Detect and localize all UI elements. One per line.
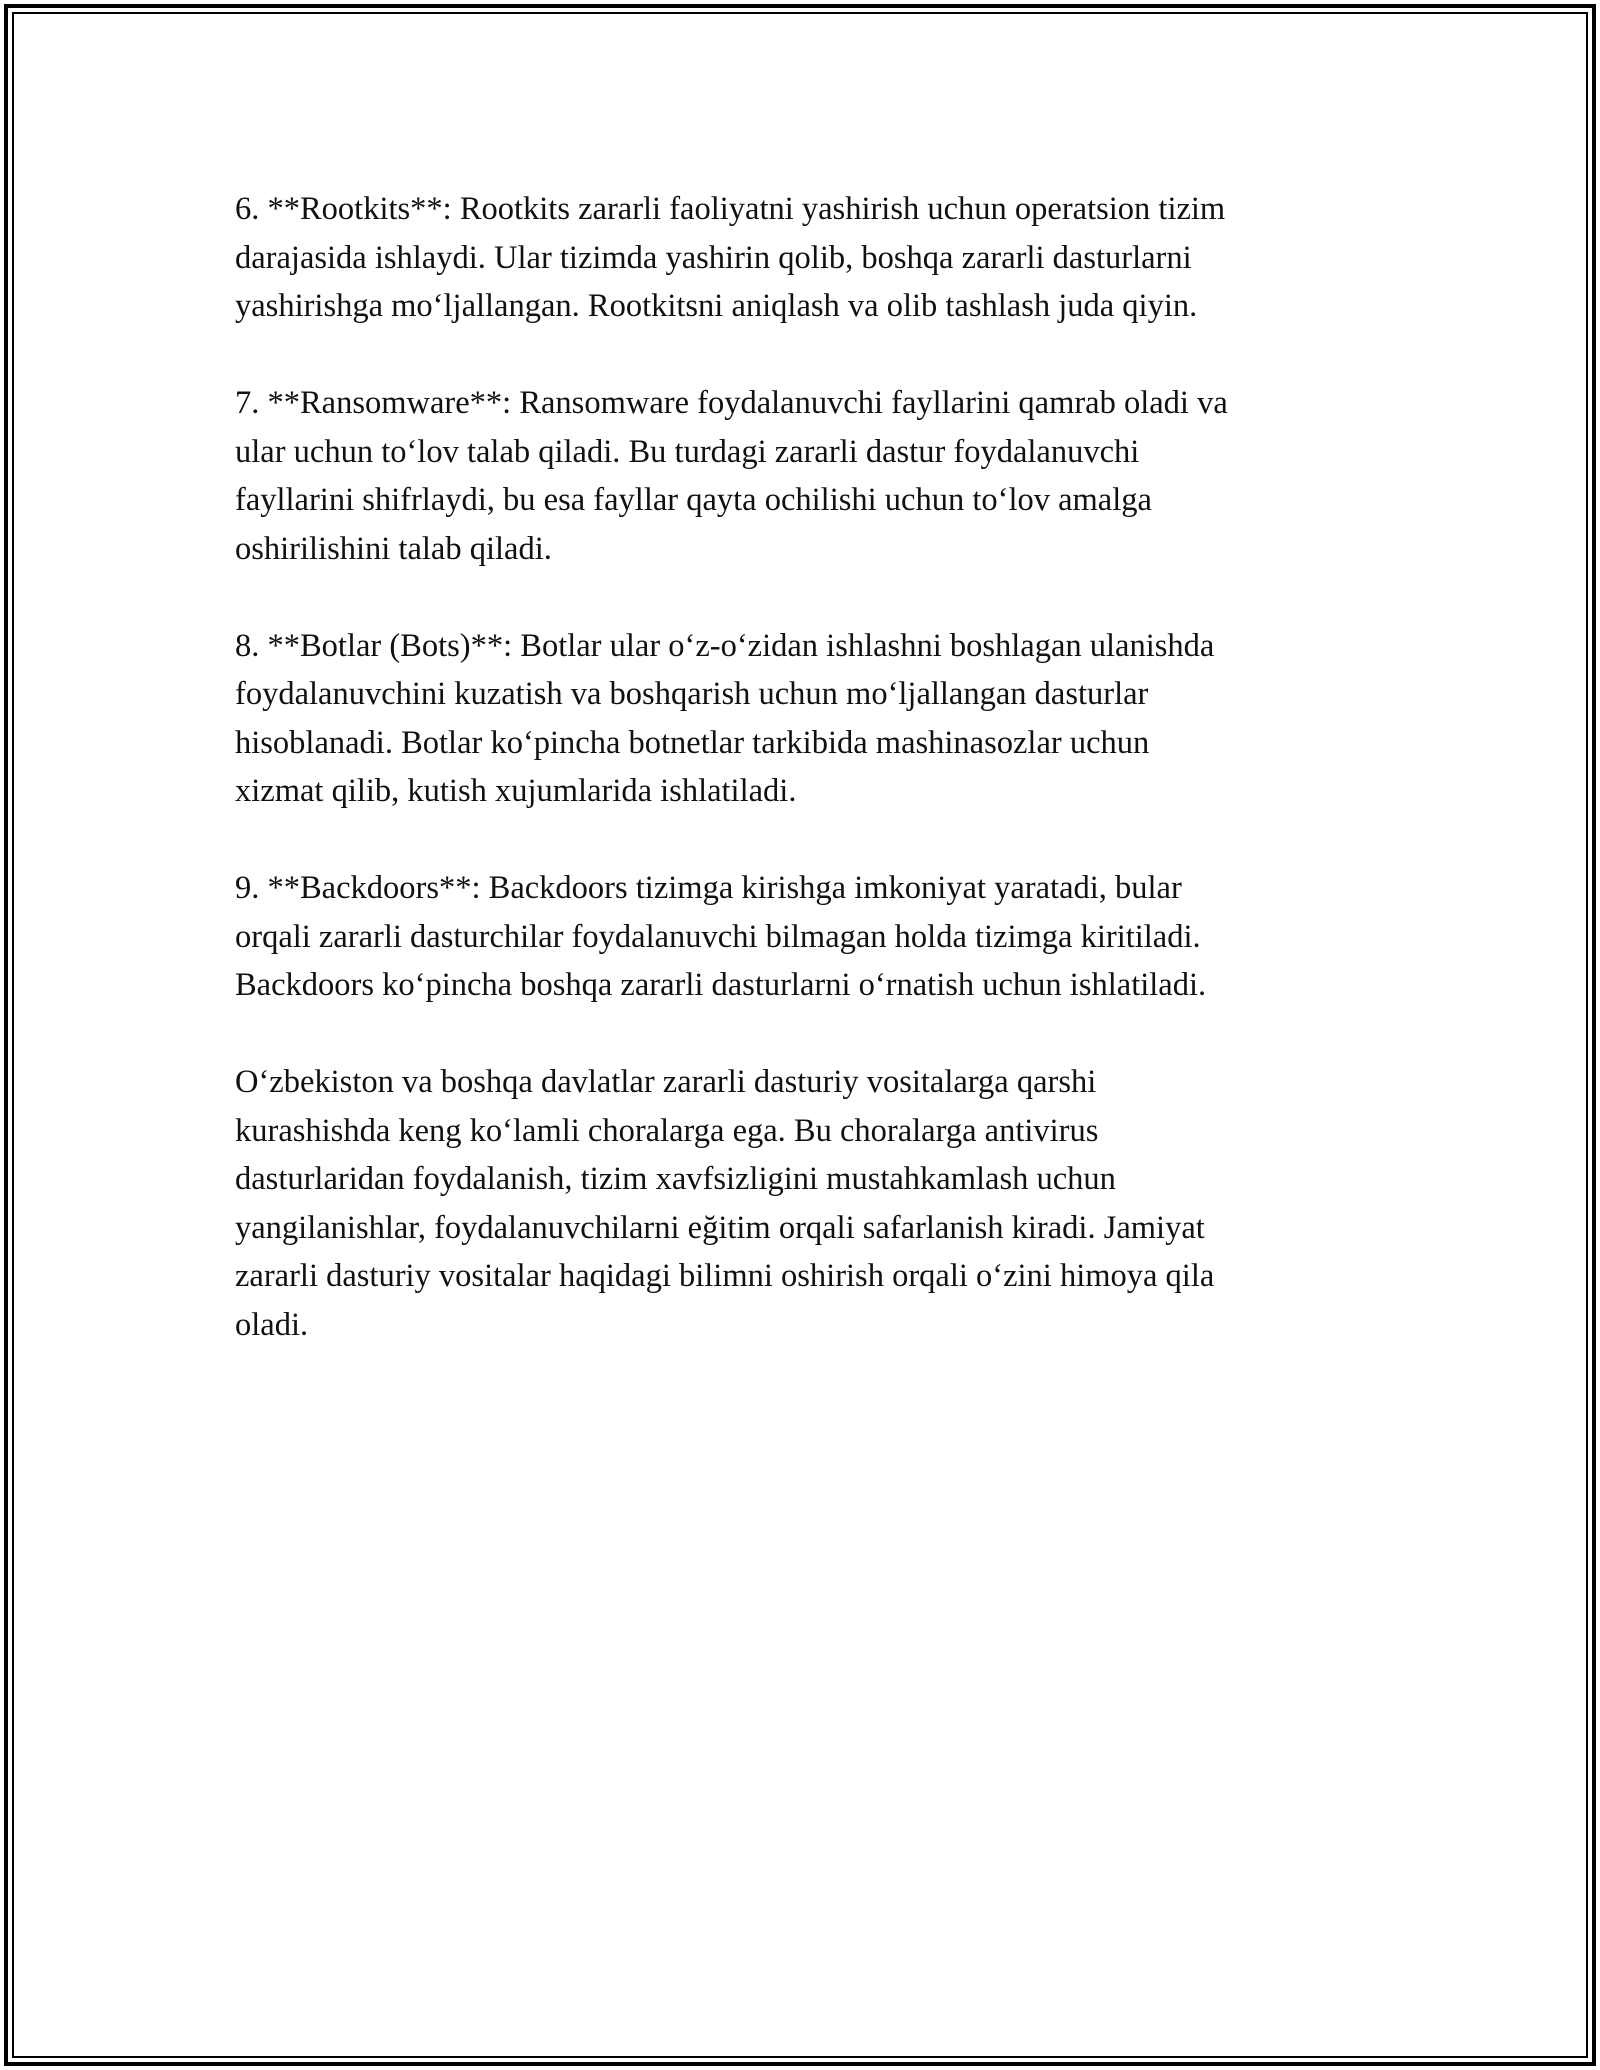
paragraph-backdoors: 9. **Backdoors**: Backdoors tizimga kirishga imkoniyat yaratadi, bular orqali zararli dasturchilar foydalanuvchi bilmagan holda tizimga kiritiladi. Backdoors ko‘pincha boshqa zararli dasturlarni o‘rnatish uchun ishlatiladi.	[235, 870, 1207, 1003]
paragraph-conclusion: O‘zbekiston va boshqa davlatlar zararli dasturiy vositalarga qarshi kurashishda keng ko‘lamli choralarga ega. Bu choralarga antivirus dasturlaridan foydalanish, tizim xavfsizligini mustahkamlash uchun yangilanishlar, foydalanuvchilarni eğitim orqali safarlanish kiradi. Jamiyat zararli dasturiy vositalar haqidagi bilimni oshirish orqali o‘zini himoya qila oladi.	[235, 1064, 1215, 1343]
paragraph-ransomware: 7. **Ransomware**: Ransomware foydalanuvchi fayllarini qamrab oladi va ular uchun to‘lov talab qiladi. Bu turdagi zararli dastur foydalanuvchi fayllarini shifrlaydi, bu esa fayllar qayta ochilishi uchun to‘lov amalga oshirilishini talab qiladi.	[235, 385, 1228, 567]
document-body	[235, 185, 1370, 1398]
paragraph-rootkits: 6. **Rootkits**: Rootkits zararli faoliyatni yashirish uchun operatsion tizim darajasida ishlaydi. Ular tizimda yashirin qolib, boshqa zararli dasturlarni yashirishga mo‘ljallangan. Rootkitsni aniqlash va olib tashlash juda qiyin.	[235, 191, 1226, 324]
paragraph-botlar: 8. **Botlar (Bots)**: Botlar ular o‘z-o‘zidan ishlashni boshlagan ulanishda foydalanuvchini kuzatish va boshqarish uchun mo‘ljallangan dasturlar hisoblanadi. Botlar ko‘pincha botnetlar tarkibida mashinasozlar uchun xizmat qilib, kutish xujumlarida ishlatiladi.	[235, 627, 1215, 809]
